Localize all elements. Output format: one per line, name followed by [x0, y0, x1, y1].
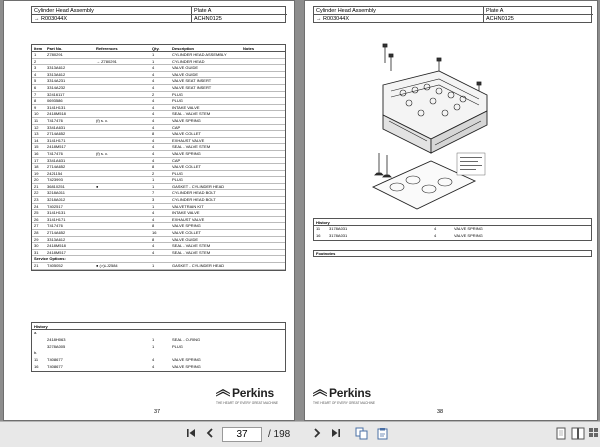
ref-number: → R003044X [32, 15, 192, 23]
table-cell: ● [96, 183, 99, 189]
table-cell: 4 [152, 363, 155, 369]
table-row [32, 98, 285, 105]
table-cell: INTAKE VALVE [172, 104, 200, 110]
table-cell: SEAL - VALVE STEM [172, 243, 211, 249]
table-cell: 4 [152, 111, 155, 117]
cylinder-head-exploded-diagram [369, 41, 489, 211]
table-row [32, 144, 285, 151]
brand-footer [313, 386, 375, 405]
table-row [32, 197, 285, 204]
last-page-button[interactable] [329, 427, 343, 442]
table-header [32, 45, 285, 52]
history-title: History [314, 219, 591, 226]
perkins-logo-icon [216, 389, 230, 398]
table-cell: CYLINDER HEAD BOLT [172, 190, 216, 196]
table-cell: 24 [34, 203, 39, 209]
table-cell: PLUG [172, 177, 183, 183]
table-cell: 4 [152, 78, 155, 84]
table-cell: 3 [34, 65, 37, 71]
table-cell: 6 [34, 84, 37, 90]
table-row [32, 357, 285, 364]
page-number: 38 [437, 409, 444, 415]
table-cell: EXHAUST VALVE [172, 216, 205, 222]
table-cell: 4 [152, 104, 155, 110]
table-row [32, 364, 285, 371]
table-cell: 16 [34, 363, 39, 369]
table-cell: 2714A652 [47, 230, 66, 236]
table-cell: T408677 [47, 363, 63, 369]
grid-view-button[interactable] [587, 427, 599, 442]
table-cell: T417476 [47, 117, 63, 123]
table-cell: VALVE GUIDE [172, 65, 199, 71]
table-row: 11 3178A031 4 VALVE SPRING [316, 226, 483, 231]
table-cell: 1 [34, 52, 37, 57]
page-number: 37 [154, 409, 161, 415]
table-cell: VALVE SEAT INSERT [172, 78, 212, 84]
table-cell: 2 [152, 91, 155, 97]
table-cell: 3141H171 [47, 216, 66, 222]
table-cell: ● (>)LJ2584 [96, 263, 118, 268]
perkins-logo: Perkins [313, 386, 375, 400]
table-cell: 4 [152, 137, 155, 143]
page-number-input[interactable] [222, 427, 262, 442]
table-cell: 23 [34, 197, 39, 203]
table-cell: 4 [152, 157, 155, 163]
table-row [32, 250, 285, 257]
table-cell: 4 [34, 71, 37, 77]
page-total: / 198 [268, 429, 291, 440]
paste-icon [376, 427, 389, 440]
table-cell: 2714A652 [47, 131, 66, 137]
table-cell: VALVE SPRING [172, 223, 201, 229]
table-cell: 0693586 [47, 98, 63, 104]
table-row [32, 125, 285, 132]
table-cell: SEAL - VALVE STEM [172, 249, 211, 255]
chevron-right-icon [311, 427, 323, 439]
two-page-icon [571, 427, 585, 440]
paste-button[interactable] [374, 427, 390, 442]
right-page [304, 0, 598, 421]
chevron-left-icon [204, 427, 216, 439]
table-row [32, 72, 285, 79]
col-part-no: Part No. [47, 46, 63, 51]
table-cell: 12 [34, 124, 39, 130]
table-cell: 3218A012 [47, 197, 66, 203]
table-cell: 7 [152, 190, 155, 196]
table-row [32, 151, 285, 158]
table-row [32, 65, 285, 72]
table-row [32, 171, 285, 178]
table-cell: 2421154 [47, 170, 63, 176]
table-cell: CAP [172, 124, 181, 130]
table-cell: 2418M518 [47, 243, 66, 249]
table-row [32, 204, 285, 211]
table-cell: VALVETRAIN KIT [172, 203, 204, 209]
page-header [313, 6, 592, 23]
table-cell: 1 [152, 336, 155, 342]
col-description: Description [172, 46, 195, 51]
table-cell: 27 [34, 223, 39, 229]
table-cell: 4 [152, 249, 155, 255]
table-row [32, 230, 285, 237]
table-row [32, 330, 285, 337]
table-cell: 8 [34, 98, 37, 104]
table-cell: 8 [152, 164, 155, 170]
table-cell: 4 [152, 65, 155, 71]
table-cell: VALVE GUIDE [172, 71, 199, 77]
table-cell: 29 [34, 236, 39, 242]
plate-label: Plate A [192, 7, 287, 15]
page-header [31, 6, 286, 23]
table-cell: 36810251 [47, 183, 65, 189]
table-cell: 3341A631 [47, 157, 66, 163]
table-cell: 32416117 [47, 91, 65, 97]
assembly-title: Cylinder Head Assembly [314, 7, 484, 15]
table-row [32, 190, 285, 197]
table-row [32, 210, 285, 217]
table-cell: PLUG [172, 170, 183, 176]
doc-code: ACHN0125 [194, 16, 222, 22]
table-cell: 4 [152, 150, 155, 156]
table-cell: 16 [34, 150, 39, 156]
table-cell: 9 [34, 104, 37, 110]
assembly-title: Cylinder Head Assembly [32, 7, 192, 15]
table-cell: 3141H131 [47, 210, 66, 216]
table-row [32, 78, 285, 85]
table-cell: 28 [34, 230, 39, 236]
table-row [32, 164, 285, 171]
table-cell: VALVE SPRING [172, 117, 201, 123]
table-cell: 1 [152, 177, 155, 183]
table-row [32, 263, 285, 270]
table-cell: 7 [34, 91, 37, 97]
table-cell: → Z780291 [96, 58, 117, 64]
table-cell: 4 [152, 98, 155, 104]
table-cell: 1 [152, 263, 155, 268]
table-cell: 2 [34, 58, 37, 64]
table-cell: 26 [34, 216, 39, 222]
table-cell: PLUG [172, 91, 183, 97]
table-cell: PLUG [172, 98, 183, 104]
table-cell: 18 [34, 164, 39, 170]
table-cell: 2 [152, 170, 155, 176]
table-cell: 3313A612 [47, 65, 66, 71]
first-page-icon [185, 427, 197, 439]
table-row [32, 105, 285, 112]
table-cell: 13 [34, 131, 39, 137]
table-cell: 16 [152, 230, 157, 236]
table-cell: GASKET - CYLINDER HEAD [172, 263, 225, 268]
table-row [32, 217, 285, 224]
table-cell: 19 [34, 170, 39, 176]
single-page-view-button[interactable] [554, 427, 568, 442]
table-cell: 3314A232 [47, 84, 66, 90]
table-cell: INTAKE VALVE [172, 210, 200, 216]
table-cell: 4 [152, 144, 155, 150]
table-cell: 4 [152, 84, 155, 90]
col-qty: Qty. [152, 46, 160, 51]
table-cell: T408677 [47, 357, 63, 363]
table-cell: 4 [152, 124, 155, 130]
last-page-icon [330, 427, 342, 439]
table-cell: 3278A005 [47, 343, 66, 349]
table-cell: VALVE SPRING [172, 363, 201, 369]
table-row [32, 138, 285, 145]
table-cell: (f) s. c. [96, 150, 109, 156]
perkins-logo-icon [313, 389, 327, 398]
table-cell: 3313A612 [47, 71, 66, 77]
table-cell: 3141H131 [47, 104, 66, 110]
next-page-button[interactable] [310, 427, 324, 442]
table-cell: VALVE COLLET [172, 164, 201, 170]
table-cell: CYLINDER HEAD [172, 58, 205, 64]
table-cell: T402517 [47, 203, 63, 209]
table-cell: 1 [152, 183, 155, 189]
table-row: 16 3178A031 4 VALVE SPRING [316, 232, 483, 238]
table-row [32, 131, 285, 138]
table-cell: 21 [34, 183, 39, 189]
table-row [32, 111, 285, 118]
table-row [32, 92, 285, 99]
table-cell: a. [34, 330, 38, 335]
table-row [32, 243, 285, 250]
table-cell: 4 [152, 71, 155, 77]
table-cell: 4 [152, 357, 155, 363]
copy-button[interactable] [353, 427, 369, 442]
table-cell: 25 [34, 210, 39, 216]
ref-number: → R003044X [314, 15, 484, 23]
table-cell: 2418M517 [47, 144, 66, 150]
table-row [32, 52, 285, 59]
table-cell: 1 [152, 203, 155, 209]
left-page [3, 0, 295, 421]
table-cell: 14 [34, 137, 39, 143]
first-page-button[interactable] [184, 427, 198, 442]
table-cell: 4 [152, 243, 155, 249]
table-row [32, 344, 285, 351]
grid-view-icon [588, 427, 599, 440]
table-row [32, 350, 285, 357]
table-row [32, 223, 285, 230]
two-page-view-button[interactable] [571, 427, 585, 442]
table-cell: 20 [34, 177, 39, 183]
table-cell: b. [34, 350, 38, 356]
table-cell: 4 [152, 210, 155, 216]
col-notes: Notes [243, 46, 255, 51]
table-cell: VALVE COLLET [172, 131, 201, 137]
table-cell: 10 [34, 111, 39, 117]
table-row [32, 158, 285, 165]
table-cell: 11 [34, 357, 39, 363]
table-cell: 3218A011 [47, 190, 65, 196]
table-cell: PLUG [172, 343, 183, 349]
table-cell: 2418M518 [47, 111, 66, 117]
brand-tagline: THE HEART OF EVERY GREAT MACHINE [313, 401, 375, 405]
table-cell: 8 [152, 131, 155, 137]
table-cell: 8 [152, 236, 155, 242]
table-cell: VALVE GUIDE [172, 236, 199, 242]
history-title: History [32, 323, 285, 330]
table-cell: 3141H171 [47, 137, 66, 143]
table-row [32, 118, 285, 125]
table-row [32, 337, 285, 344]
table-row [32, 177, 285, 184]
table-cell: VALVE COLLET [172, 230, 201, 236]
table-cell: 11 [34, 117, 39, 123]
table-cell: 3314A231 [47, 78, 66, 84]
table-cell: 3341A631 [47, 124, 66, 130]
table-row [32, 237, 285, 244]
table-cell: 5 [34, 78, 37, 84]
table-cell: 4 [152, 117, 155, 123]
table-cell: SEAL - VALVE STEM [172, 111, 211, 117]
table-cell: CAP [172, 157, 181, 163]
table-cell: 17 [34, 157, 39, 163]
table-cell: 22 [34, 190, 39, 196]
history-section [31, 322, 286, 372]
service-options-title: Service Options: [32, 256, 285, 263]
doc-code: ACHN0125 [486, 16, 514, 22]
table-cell: 2418H063 [47, 336, 66, 342]
table-cell: 3 [152, 197, 155, 203]
table-cell: 8 [152, 223, 155, 229]
table-cell: 2418M517 [47, 249, 66, 255]
table-cell: 15 [34, 144, 39, 150]
copy-icon [355, 427, 368, 440]
table-cell: T423993 [47, 177, 63, 183]
table-cell: SEAL - VALVE STEM [172, 144, 211, 150]
perkins-logo: Perkins [216, 386, 278, 400]
table-cell: CYLINDER HEAD ASSEMBLY [172, 52, 227, 57]
table-cell: 4 [152, 216, 155, 222]
table-cell: VALVE SPRING [172, 357, 201, 363]
col-references: References [96, 46, 118, 51]
table-cell: 30 [34, 243, 39, 249]
table-cell: 31 [34, 249, 39, 255]
table-cell: 1 [152, 52, 155, 57]
history-section [313, 218, 592, 241]
footnotes-title: Footnotes [313, 250, 592, 257]
table-cell: Z780291 [47, 52, 63, 57]
plate-label: Plate A [484, 7, 593, 15]
table-row [32, 85, 285, 92]
table-row [32, 184, 285, 191]
parts-table [31, 44, 286, 271]
table-cell: T405052 [47, 263, 63, 268]
table-cell: 2714A652 [47, 164, 66, 170]
table-cell: EXHAUST VALVE [172, 137, 205, 143]
table-cell: 1 [152, 343, 155, 349]
table-cell: VALVE SEAT INSERT [172, 84, 212, 90]
viewer-toolbar [0, 421, 600, 447]
table-cell: GASKET - CYLINDER HEAD [172, 183, 225, 189]
brand-footer [216, 386, 278, 405]
col-item: Item [34, 46, 43, 51]
table-cell: CYLINDER HEAD BOLT [172, 197, 216, 203]
table-cell: VALVE SPRING [172, 150, 201, 156]
table-row [32, 59, 285, 66]
table-cell: (f) s. c. [96, 117, 109, 123]
table-cell: 21 [34, 263, 39, 268]
table-cell: T417476 [47, 150, 63, 156]
table-cell: T417476 [47, 223, 63, 229]
table-cell: 1 [152, 58, 155, 64]
table-cell: SEAL - O-RING [172, 336, 201, 342]
previous-page-button[interactable] [203, 427, 217, 442]
single-page-icon [555, 427, 567, 440]
table-cell: 3313A612 [47, 236, 66, 242]
brand-tagline: THE HEART OF EVERY GREAT MACHINE [216, 401, 278, 405]
